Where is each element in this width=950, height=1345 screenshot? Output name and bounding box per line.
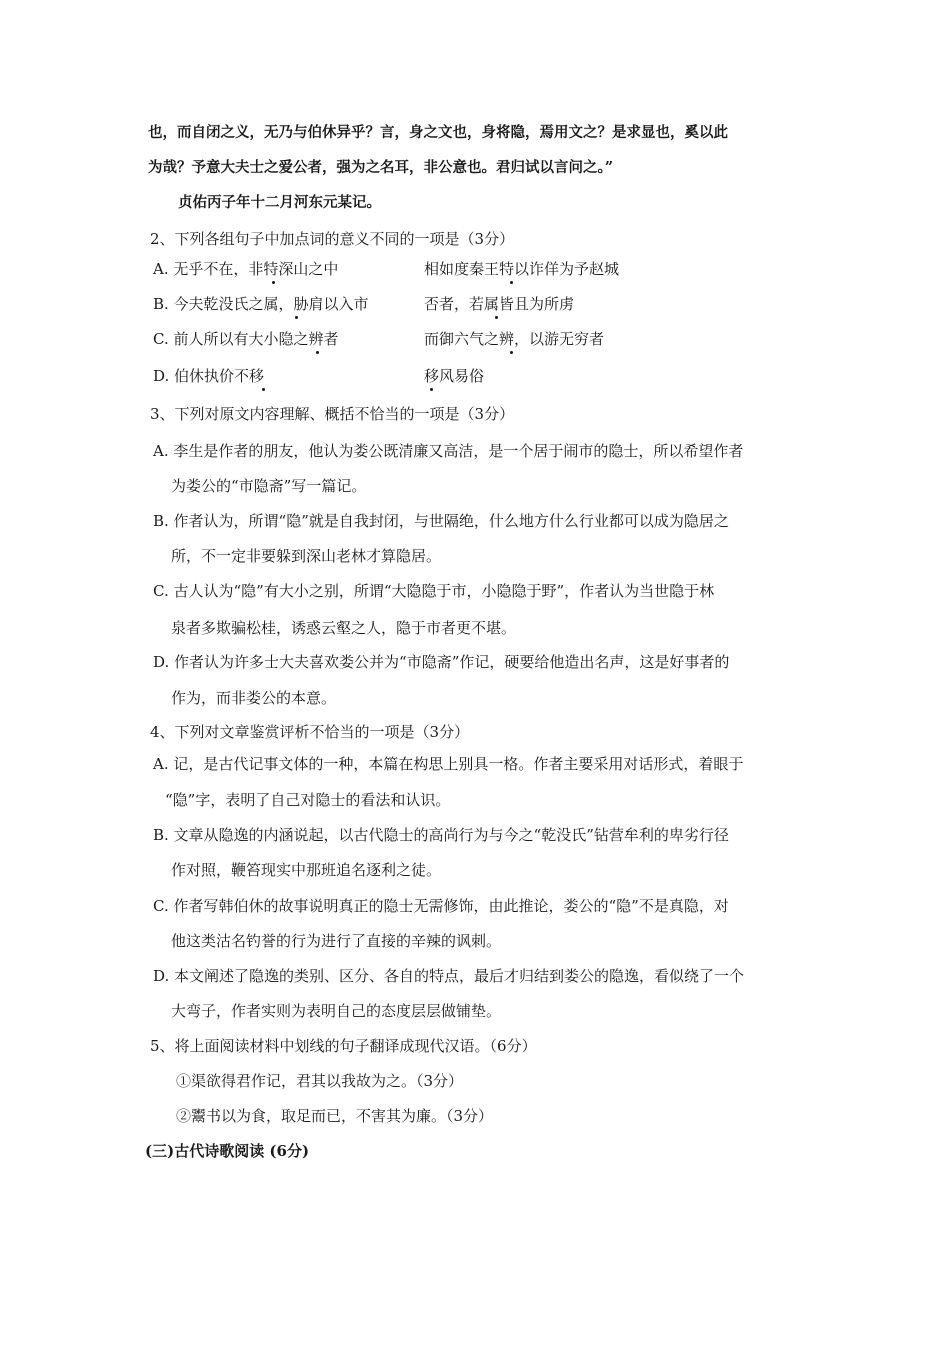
q2-option-b: B. 今夫乾没氏之属，胁肩以入市 [153, 295, 369, 313]
emphasis-dot [495, 316, 498, 319]
q4-option-b-line-1: B. 文章从隐逸的内涵说起，以古代隐士的高尚行为与今之“乾没氏”钻营牟利的卑劣行径 [153, 826, 729, 844]
q2-option-c: C. 前人所以有大小隐之辨者 [153, 330, 339, 348]
q4-option-d-line-1: D. 本文阐述了隐逸的类别、区分、各自的特点，最后才归结到娄公的隐逸，看似绕了一个 [153, 967, 745, 985]
emphasis-dot [262, 388, 265, 391]
q3-option-b-line-1: B. 作者认为，所谓“隐”就是自我封闭，与世隔绝，什么地方什么行业都可以成为隐居之 [153, 512, 729, 530]
q4-option-a-line-2: “隐”字，表明了自己对隐士的看法和认识。 [165, 791, 451, 809]
q3-option-c-line-1: C. 古人认为“隐”有大小之别，所谓“大隐隐于市，小隐隐于野”，作者认为当世隐于林 [153, 582, 715, 600]
q3-option-b-line-2: 所，不一定非要躲到深山老林才算隐居。 [171, 547, 442, 565]
q2-option-a-right: 相如度秦王特以诈佯为予赵城 [424, 260, 620, 278]
q3-option-c-line-2: 泉者多欺骗松桂，诱惑云壑之人，隐于市者更不堪。 [171, 619, 517, 637]
emphasis-dot [510, 281, 513, 284]
emphasis-dot [430, 388, 433, 391]
passage-signature: 贞佑丙子年十二月河东元某记。 [178, 194, 381, 211]
question-5-stem: 5、将上面阅读材料中划线的句子翻译成现代汉语。（6分） [150, 1037, 537, 1055]
question-2-stem: 2、下列各组句子中加点词的意义不同的一项是（3分） [150, 230, 515, 248]
q3-option-a-line-2: 为娄公的“市隐斋”写一篇记。 [171, 477, 367, 495]
q4-option-c-line-1: C. 作者写韩伯休的故事说明真正的隐士无需修饰，由此推论，娄公的“隐”不是真隐，对 [153, 897, 729, 915]
emphasis-dot [316, 351, 319, 354]
q3-option-d-line-1: D. 作者认为许多士大夫喜欢娄公并为“市隐斋”作记，硬要给他造出名声，这是好事者的 [153, 653, 730, 671]
q3-option-a-line-1: A. 李生是作者的朋友，他认为娄公既清廉又高洁，是一个居于闹市的隐士，所以希望作者 [153, 442, 744, 460]
q2-option-b-right: 否者，若属皆且为所虏 [424, 295, 575, 313]
q2-option-d-right: 移风易俗 [424, 367, 485, 385]
question-3-stem: 3、下列对原文内容理解、概括不恰当的一项是（3分） [150, 405, 515, 423]
passage-line-2: 为哉？予意大夫士之爱公者，强为之名耳，非公意也。君归试以言问之。” [148, 159, 614, 176]
q4-option-b-line-2: 作对照，鞭笞现实中那班追名逐利之徒。 [171, 861, 442, 879]
section-heading: (三)古代诗歌阅读 (6分) [145, 1142, 310, 1160]
emphasis-dot [295, 316, 298, 319]
q4-option-a-line-1: A. 记，是古代记事文体的一种，本篇在构思上别具一格。作者主要采用对话形式，着眼于 [153, 755, 744, 773]
q3-option-d-line-2: 作为，而非娄公的本意。 [171, 689, 337, 707]
q5-sentence-1: ①渠欲得君作记，君其以我故为之。（3分） [176, 1072, 464, 1090]
q4-option-d-line-2: 大弯子，作者实则为表明自己的态度层层做铺垫。 [171, 1002, 502, 1020]
q4-option-c-line-2: 他这类沽名钓誉的行为进行了直接的辛辣的讽刺。 [171, 932, 502, 950]
q5-sentence-2: ②鬻书以为食，取足而已，不害其为廉。（3分） [176, 1107, 494, 1125]
emphasis-dot [510, 351, 513, 354]
q2-option-c-right: 而御六气之辨，以游无穷者 [424, 330, 605, 348]
q2-option-d: D. 伯休执价不移 [153, 367, 265, 385]
passage-line-1: 也，而自闭之义，无乃与伯休异乎？言，身之文也，身将隐，焉用文之？是求显也，奚以此 [148, 124, 728, 141]
emphasis-dot [272, 281, 275, 284]
question-4-stem: 4、下列对文章鉴赏评析不恰当的一项是（3分） [150, 723, 470, 741]
q2-option-a: A. 无乎不在，非特深山之中 [153, 260, 339, 278]
